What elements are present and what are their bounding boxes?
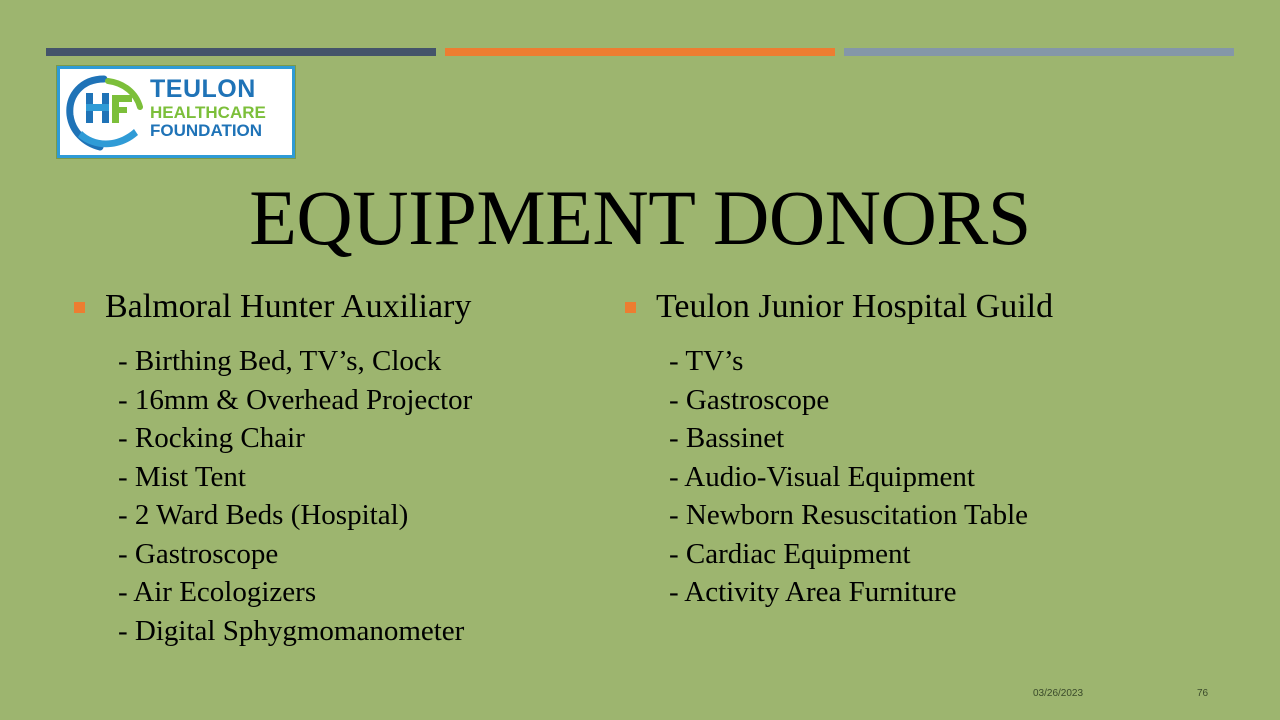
logo-emblem-icon	[64, 73, 148, 153]
square-bullet-icon	[625, 302, 636, 313]
list-item: - Digital Sphygmomanometer	[118, 614, 465, 647]
list-item: - 2 Ward Beds (Hospital)	[118, 499, 409, 531]
list-item: - TV’s	[669, 345, 744, 377]
right-items-list	[669, 342, 1183, 612]
list-item: - Cardiac Equipment	[669, 537, 911, 570]
left-heading	[72, 286, 592, 328]
logo-line-2: HEALTHCARE	[150, 103, 266, 122]
logo-wordmark	[150, 77, 266, 139]
list-item: - Bassinet	[669, 422, 785, 454]
slide-number: 76	[1197, 688, 1209, 699]
list-item: - Gastroscope	[669, 383, 830, 416]
list-item: - Air Ecologizers	[118, 576, 317, 608]
list-item: - Gastroscope	[118, 537, 279, 570]
list-item: - Mist Tent	[118, 460, 246, 493]
logo-line-1: TEULON	[150, 75, 256, 103]
accent-bar-dark	[46, 48, 436, 56]
square-bullet-icon	[74, 302, 85, 313]
right-column	[623, 286, 1183, 612]
list-item: - Rocking Chair	[118, 422, 305, 454]
list-item: - Audio-Visual Equipment	[669, 460, 975, 493]
accent-bar-gray	[844, 48, 1234, 56]
list-item: - Birthing Bed, TV’s, Clock	[118, 345, 442, 377]
list-item: - 16mm & Overhead Projector	[118, 383, 473, 416]
teulon-healthcare-foundation-logo	[57, 66, 295, 158]
left-items-list	[118, 342, 592, 650]
right-heading-text: Teulon Junior Hospital Guild	[656, 288, 1054, 325]
left-column	[72, 286, 592, 650]
logo-line-3: FOUNDATION	[150, 121, 263, 140]
slide-date: 03/26/2023	[1033, 688, 1084, 699]
left-heading-text: Balmoral Hunter Auxiliary	[105, 288, 472, 325]
list-item: - Newborn Resuscitation Table	[669, 499, 1029, 531]
slide-title: EQUIPMENT DONORS	[249, 174, 1031, 261]
right-heading	[623, 286, 1183, 328]
list-item: - Activity Area Furniture	[669, 576, 957, 608]
accent-bar-orange	[445, 48, 835, 56]
